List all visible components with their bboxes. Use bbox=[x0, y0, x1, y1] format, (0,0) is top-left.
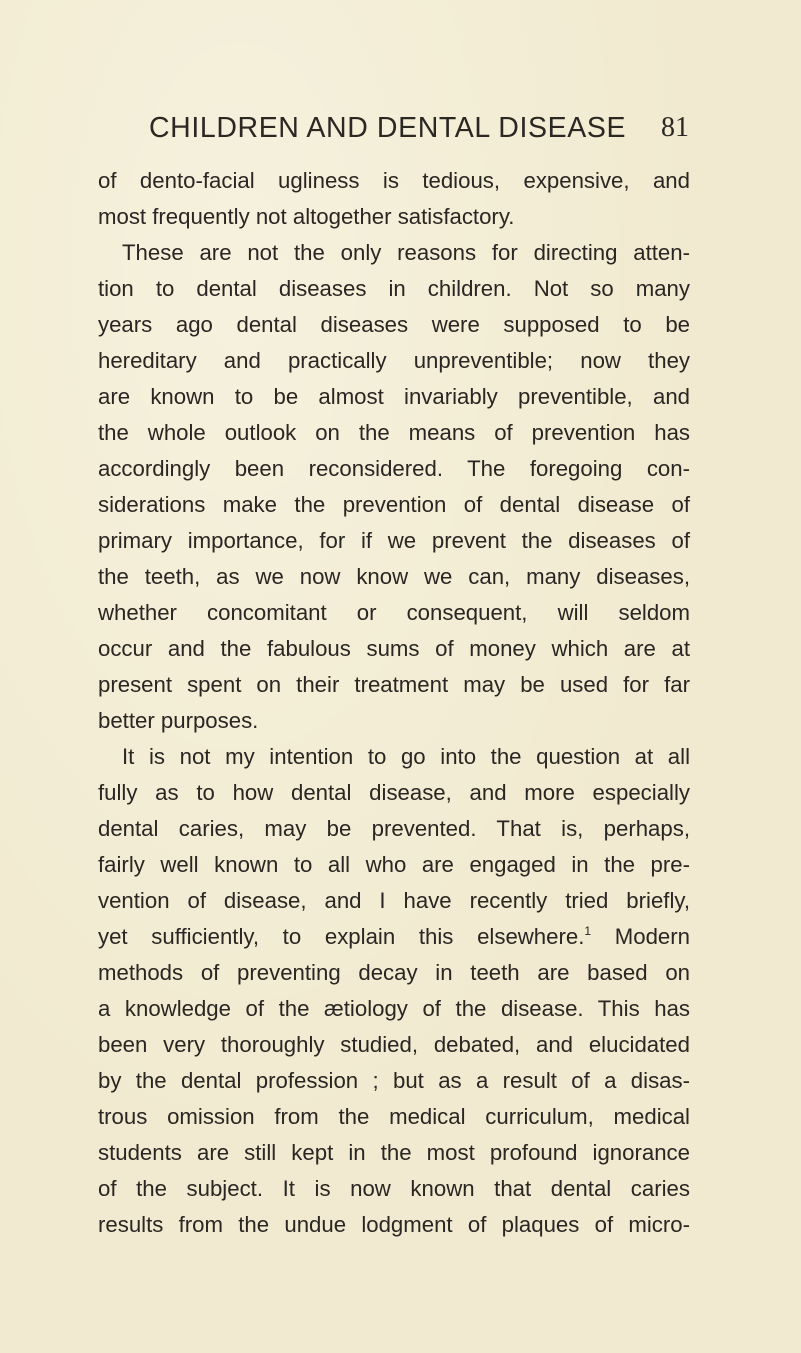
text-line: results from the undue lodgment of plaques of micro- bbox=[98, 1212, 690, 1237]
text-line: better purposes. bbox=[98, 708, 259, 733]
text-line: tion to dental diseases in children. Not so many bbox=[98, 276, 690, 301]
text-line: the whole outlook on the means of prevention has bbox=[98, 420, 690, 445]
text-line: siderations make the prevention of dental disease of bbox=[98, 492, 690, 517]
footnote-mark: 1 bbox=[584, 924, 592, 938]
page-number: 81 bbox=[661, 112, 689, 143]
text-line: fairly well known to all who are engaged in the pre- bbox=[98, 852, 690, 877]
text-line: dental caries, may be prevented. That is, perhaps, bbox=[98, 816, 690, 841]
text-line: of dento-facial ugliness is tedious, expensive, and bbox=[98, 168, 690, 193]
paragraph-start-line: These are not the only reasons for directing atten- bbox=[122, 240, 690, 265]
text-line: present spent on their treatment may be used for far bbox=[98, 672, 690, 697]
text-line: fully as to how dental disease, and more especially bbox=[98, 780, 690, 805]
running-title: CHILDREN AND DENTAL DISEASE bbox=[149, 112, 627, 144]
text-line: are known to be almost invariably preventible, and bbox=[98, 384, 690, 409]
text-line: been very thoroughly studied, debated, and elucidated bbox=[98, 1032, 690, 1057]
text-line: of the subject. It is now known that dental caries bbox=[98, 1176, 690, 1201]
text-line: by the dental profession ; but as a result of a disas- bbox=[98, 1068, 690, 1093]
text-line: a knowledge of the ætiology of the disease. This has bbox=[98, 996, 690, 1021]
text-line: hereditary and practically unpreventible; now they bbox=[98, 348, 690, 373]
text-line: trous omission from the medical curriculum, medical bbox=[98, 1104, 690, 1129]
running-head bbox=[149, 112, 689, 152]
paragraph-start-line: It is not my intention to go into the question at all bbox=[122, 744, 690, 769]
text-line: students are still kept in the most profound ignorance bbox=[98, 1140, 690, 1165]
text-segment: Modern bbox=[591, 924, 690, 949]
text-line: whether concomitant or consequent, will seldom bbox=[98, 600, 690, 625]
text-line: most frequently not altogether satisfactory. bbox=[98, 204, 515, 229]
text-line: the teeth, as we now know we can, many diseases, bbox=[98, 564, 690, 589]
text-line: vention of disease, and I have recently tried briefly, bbox=[98, 888, 690, 913]
text-segment: yet sufficiently, to explain this elsewhere. bbox=[98, 924, 585, 949]
text-line: occur and the fabulous sums of money which are at bbox=[98, 636, 690, 661]
text-line-with-footnote bbox=[98, 919, 690, 955]
text-line: methods of preventing decay in teeth are based on bbox=[98, 960, 690, 985]
text-line: years ago dental diseases were supposed to be bbox=[98, 312, 690, 337]
text-line: accordingly been reconsidered. The foregoing con- bbox=[98, 456, 690, 481]
text-line: primary importance, for if we prevent the diseases of bbox=[98, 528, 690, 553]
